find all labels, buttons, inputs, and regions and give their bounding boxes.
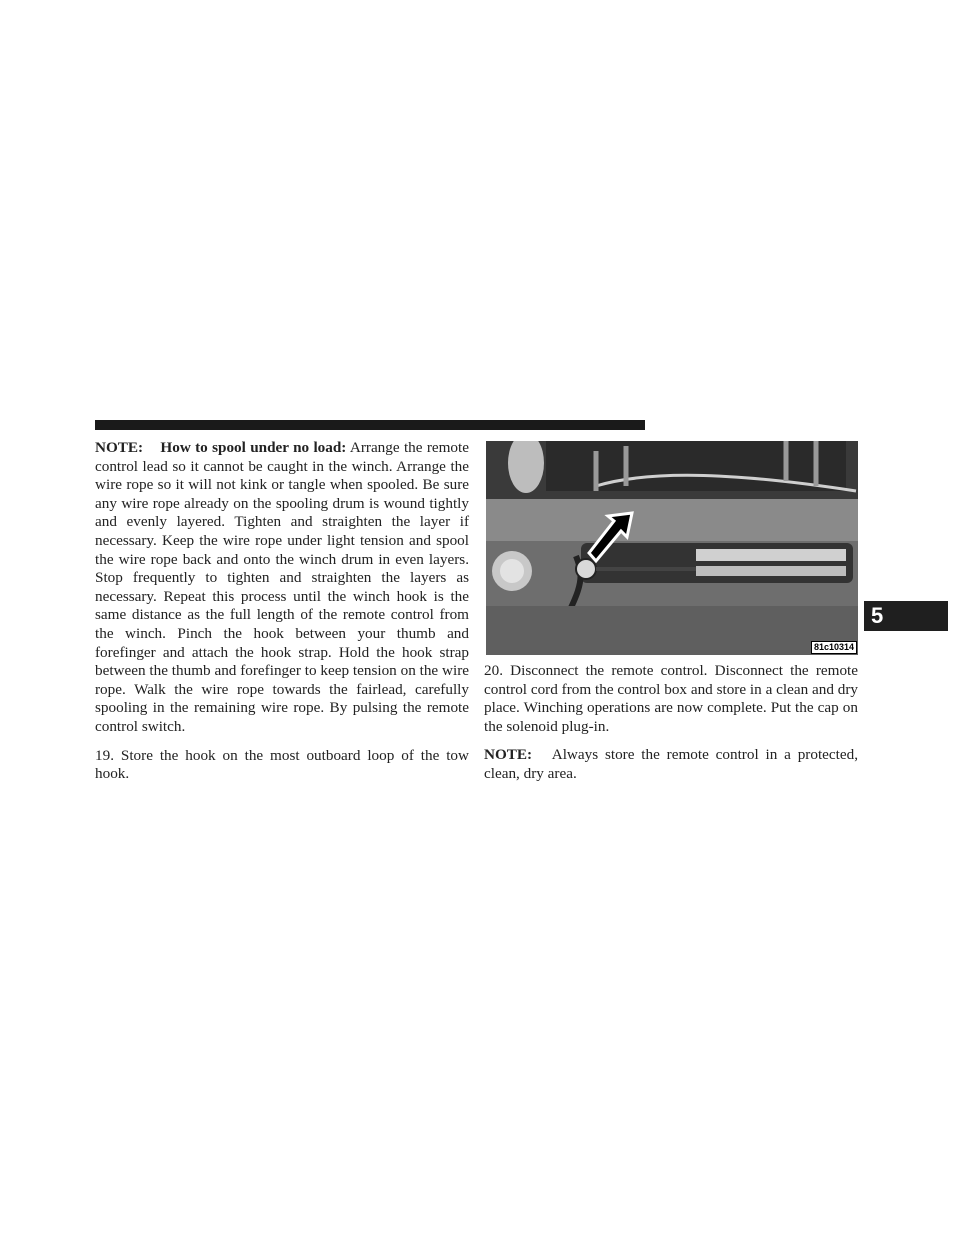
chapter-tab [864, 601, 948, 631]
note-heading: How to spool under no load: [160, 439, 347, 456]
note-text: Always store the remote control in a protected, clean, dry area. [484, 746, 858, 782]
step-20: 20. Disconnect the remote control. Disconnect the remote control cord from the control box and store in a clean and dry place. Winching operations are now complete. Put the cap on the solenoid plug-in. [484, 662, 858, 735]
chapter-number: 5 [871, 603, 884, 628]
left-column [95, 439, 469, 784]
step-19: 19. Store the hook on the most outboard loop of the tow hook. [95, 746, 469, 783]
winch-photo [486, 441, 858, 655]
header-rule [95, 420, 645, 430]
photo-code: 81c10314 [811, 641, 857, 654]
note-label: NOTE: [484, 746, 533, 764]
note-text: Arrange the remote control lead so it cannot be caught in the winch. Arrange the wire rope so it will not kink or tangle when spooled. Be sure any wire rope already on the spooling drum is wound tightly and evenly layered. Tighten and straighten the layer if necessary. Keep the wire rope under light tension and spool the wire rope back and onto the winch drum in even layers. Stop frequently to tighten and straighten the layers as necessary. Repeat this process until the winch hook is the same distance as the full length of the remote control from the winch. Pinch the hook between your thumb and forefinger and attach the hook strap. Hold the hook strap between the thumb and forefinger to keep tension on the wire rope. Walk the wire rope towards the fairlead, carefully spooling in the remaining wire rope. By pulsing the remote control switch. [95, 439, 469, 735]
note-label: NOTE: [95, 439, 144, 456]
spool-note [95, 439, 469, 737]
right-column [484, 662, 858, 784]
winch-illustration [486, 441, 858, 655]
store-note [484, 746, 858, 783]
